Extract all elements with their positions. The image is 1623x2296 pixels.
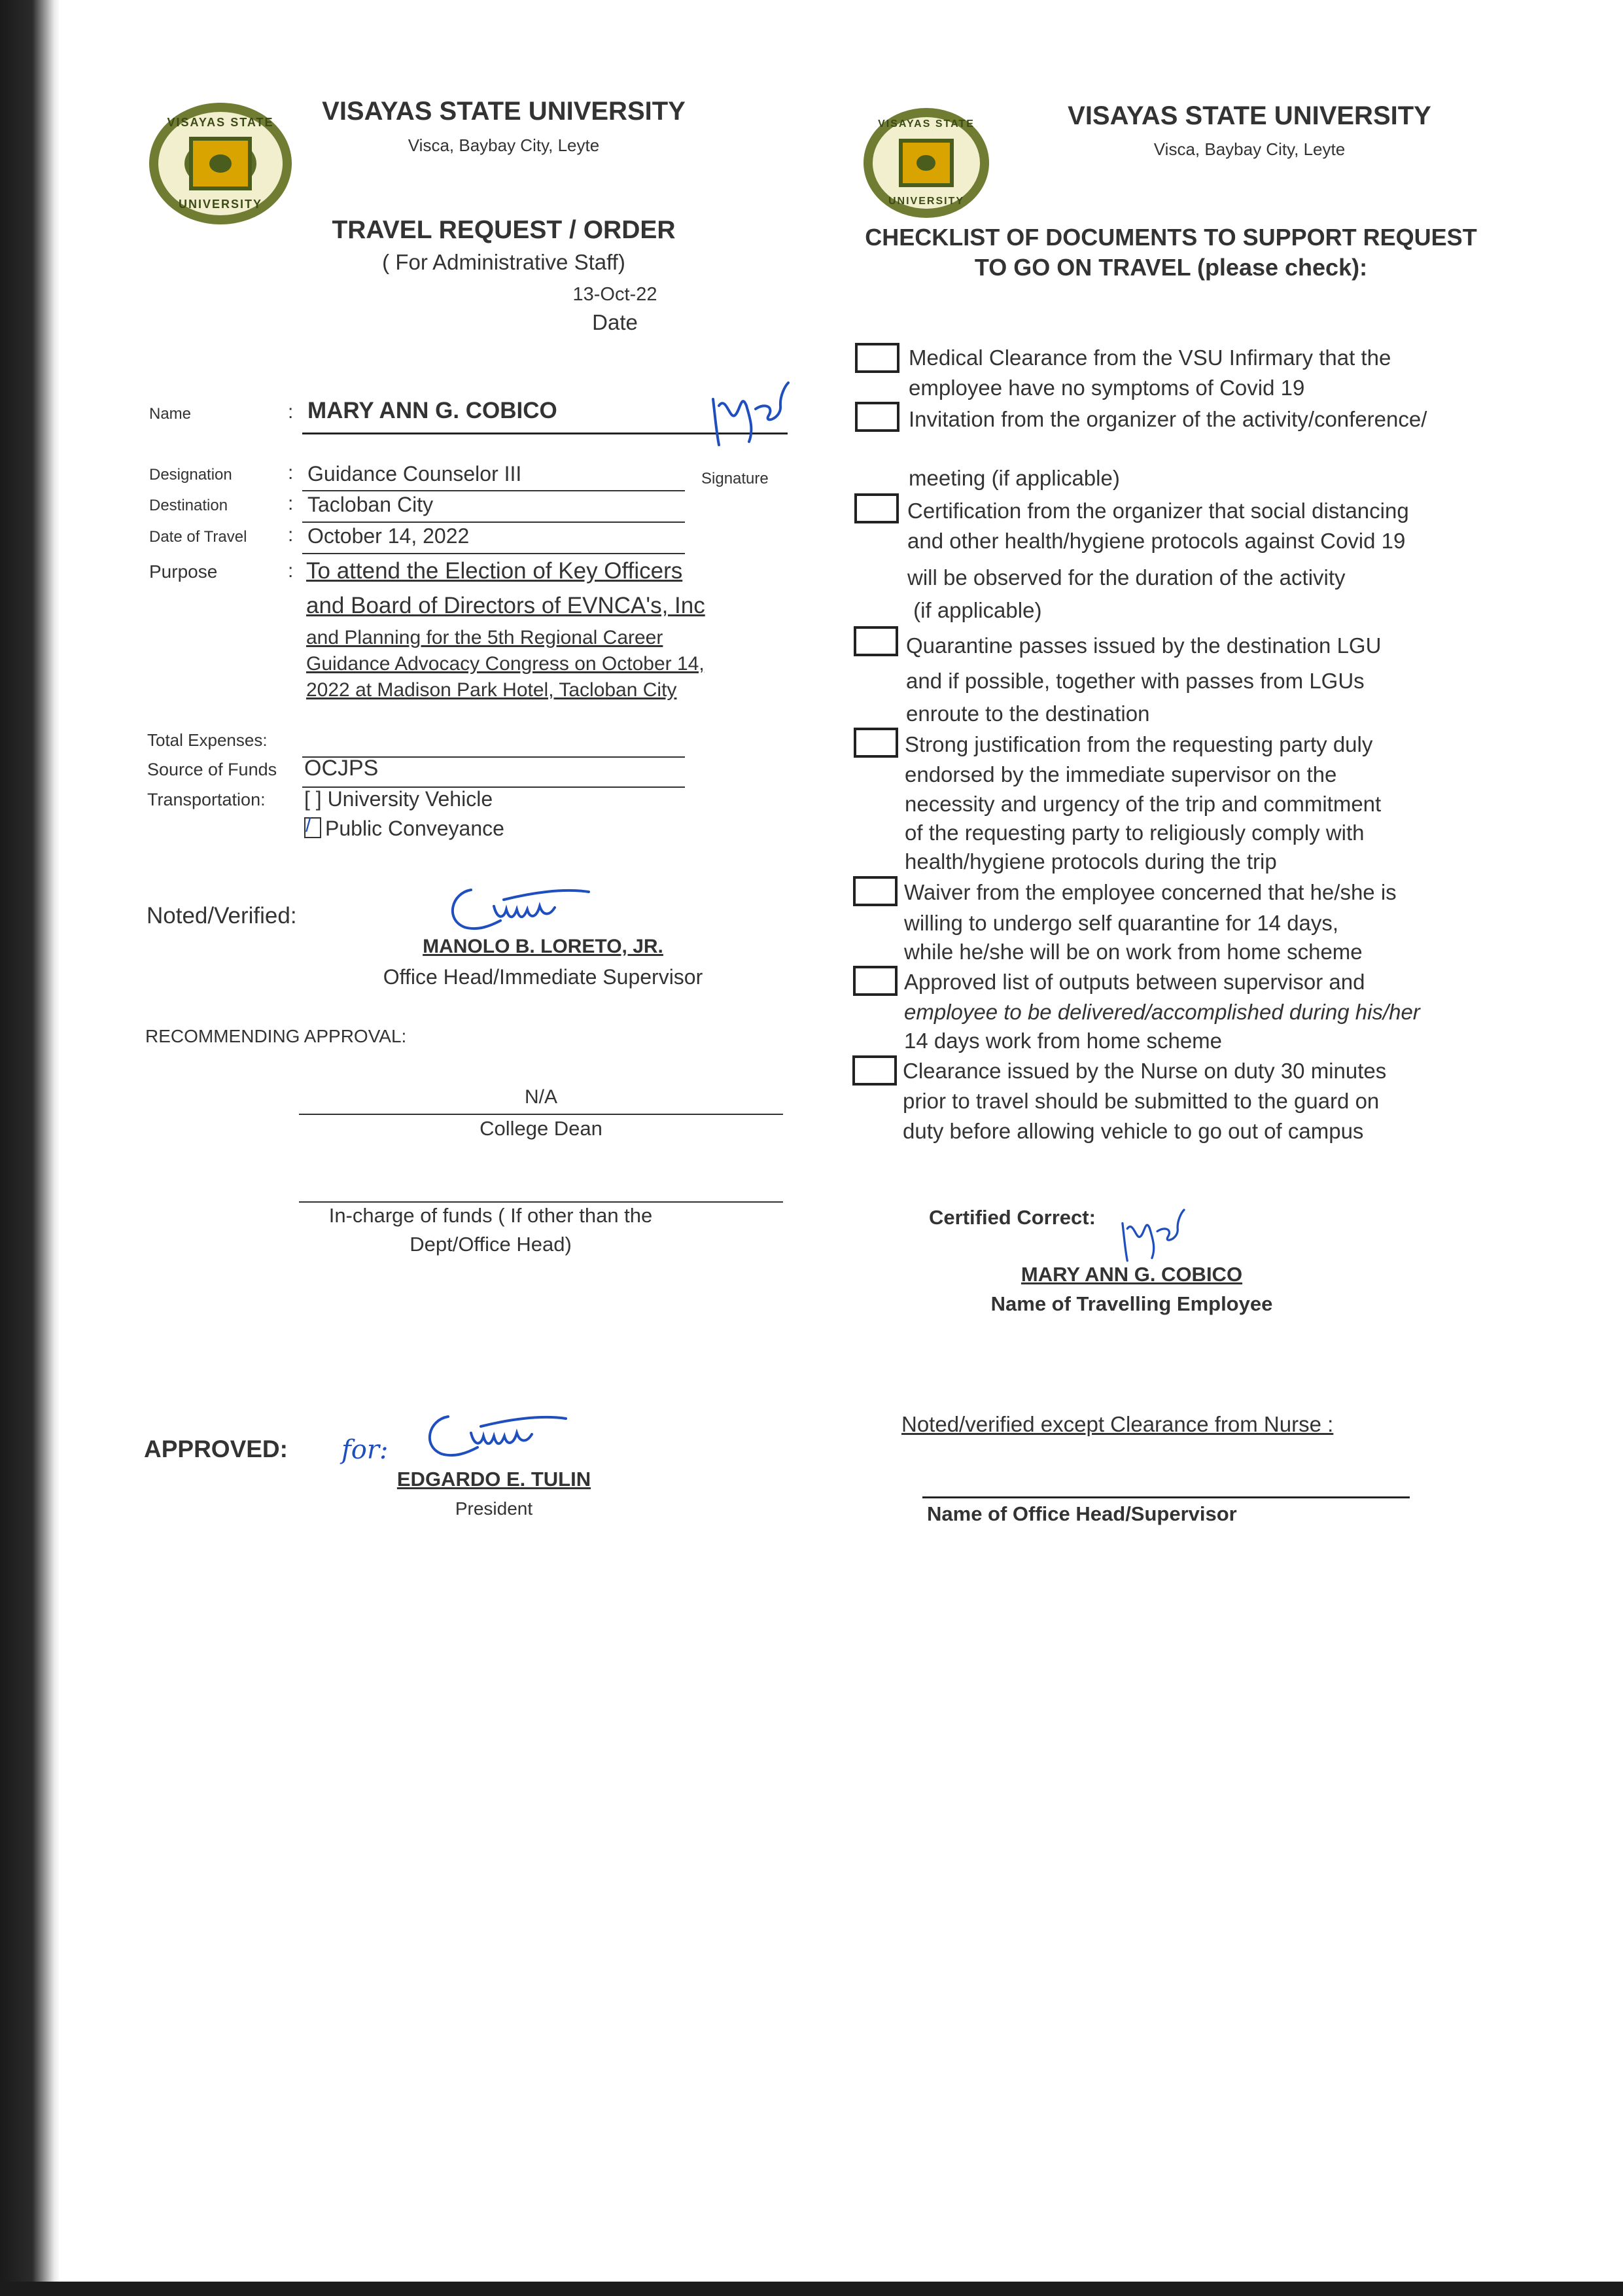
purpose-line: To attend the Election of Key Officers (306, 558, 683, 584)
supervisor-name: MANOLO B. LORETO, JR. (423, 936, 663, 957)
university-name-right: VISAYAS STATE UNIVERSITY (1068, 101, 1431, 130)
checklist-item-text: prior to travel should be submitted to the guard on (903, 1089, 1380, 1113)
university-seal-left (149, 103, 292, 224)
checklist-item-text: and if possible, together with passes from LGUs (906, 669, 1365, 693)
destination-value: Tacloban City (307, 493, 434, 516)
certified-correct-label: Certified Correct: (929, 1206, 1096, 1229)
transport-option-public-conveyance (304, 817, 504, 841)
checklist-item-text: duty before allowing vehicle to go out of campus (903, 1119, 1364, 1143)
funds-incharge-line1: In-charge of funds ( If other than the (328, 1204, 653, 1227)
checklist-item-text: while he/she will be on work from home scheme (904, 940, 1363, 964)
checklist-item-text: willing to undergo self quarantine for 14 days, (904, 911, 1339, 935)
colon: : (288, 401, 294, 423)
funds-incharge-line2: Dept/Office Head) (410, 1233, 572, 1256)
source-of-funds-value: OCJPS (304, 756, 379, 781)
signature-label: Signature (701, 470, 769, 487)
checklist-checkbox-quarantine-passes[interactable] (854, 626, 898, 656)
public-conveyance-label: Public Conveyance (325, 817, 504, 840)
transport-option-university-vehicle: [ ] University Vehicle (304, 787, 493, 811)
date-of-travel-underline (302, 553, 685, 554)
source-of-funds-label: Source of Funds (147, 760, 277, 779)
supervisor-title: Office Head/Immediate Supervisor (383, 965, 703, 989)
scan-bottom-edge (0, 2282, 1623, 2296)
noted-except-nurse-label: Noted/verified except Clearance from Nurse : (901, 1412, 1334, 1436)
checklist-item-text: employee have no symptoms of Covid 19 (909, 376, 1305, 400)
transportation-label: Transportation: (147, 790, 266, 809)
name-value: MARY ANN G. COBICO (307, 398, 557, 423)
destination-underline (302, 521, 685, 523)
total-expenses-label: Total Expenses: (147, 730, 268, 750)
checklist-checkbox-certification[interactable] (854, 493, 899, 523)
university-address-left: Visca, Baybay City, Leyte (408, 135, 600, 155)
dean-value: N/A (524, 1086, 557, 1108)
form-subtitle: ( For Administrative Staff) (382, 250, 625, 274)
checklist-item-text: Medical Clearance from the VSU Infirmary that the (909, 345, 1391, 370)
noted-verified-label: Noted/Verified: (147, 903, 297, 928)
checklist-item-text: meeting (if applicable) (909, 466, 1120, 490)
checklist-item-text: will be observed for the duration of the activity (907, 565, 1346, 590)
president-signature-icon (412, 1407, 576, 1466)
dean-title: College Dean (480, 1117, 602, 1140)
university-seal-right (864, 108, 989, 218)
recommending-approval-label: RECOMMENDING APPROVAL: (145, 1026, 407, 1046)
date-of-travel-value: October 14, 2022 (307, 524, 470, 548)
checklist-checkbox-waiver[interactable] (853, 876, 898, 906)
checklist-title-line1: CHECKLIST OF DOCUMENTS TO SUPPORT REQUEST (865, 224, 1477, 251)
checklist-checkbox-justification[interactable] (854, 728, 898, 758)
seal-bottom-text: UNIVERSITY (888, 196, 964, 207)
checklist-item-text: necessity and urgency of the trip and commitment (905, 792, 1382, 816)
president-name: EDGARDO E. TULIN (396, 1468, 591, 1491)
employee-signature-icon (1112, 1207, 1197, 1266)
president-title: President (455, 1498, 533, 1519)
destination-label: Destination (149, 497, 228, 514)
office-head-label: Name of Office Head/Supervisor (927, 1502, 1237, 1525)
checklist-item-text: health/hygiene protocols during the trip (905, 849, 1277, 874)
designation-value: Guidance Counselor III (307, 462, 522, 486)
office-head-underline (922, 1496, 1410, 1498)
checklist-checkbox-nurse-clearance[interactable] (852, 1055, 897, 1086)
purpose-line: and Planning for the 5th Regional Career (306, 627, 663, 648)
designation-underline (302, 490, 685, 491)
purpose-line: Guidance Advocacy Congress on October 14, (306, 653, 705, 675)
checklist-title-line2: TO GO ON TRAVEL (please check): (974, 254, 1368, 281)
for-annotation: for: (341, 1435, 389, 1465)
dean-underline (299, 1114, 783, 1115)
checklist-item-text: Clearance issued by the Nurse on duty 30 minutes (903, 1059, 1387, 1083)
date-value: 13-Oct-22 (572, 284, 657, 305)
checklist-item-text: enroute to the destination (906, 701, 1150, 726)
travelling-employee-title: Name of Travelling Employee (990, 1292, 1273, 1315)
checklist-item-text: 14 days work from home scheme (904, 1029, 1223, 1053)
seal-top-text: VISAYAS STATE (878, 118, 975, 130)
travelling-employee-name: MARY ANN G. COBICO (1021, 1263, 1243, 1286)
checklist-checkbox-outputs[interactable] (853, 966, 898, 996)
employee-signature-icon (703, 380, 801, 451)
checklist-item-text: (if applicable) (907, 598, 1042, 622)
colon: : (288, 560, 294, 582)
colon: : (288, 462, 294, 484)
designation-label: Designation (149, 466, 232, 484)
date-of-travel-label: Date of Travel (149, 528, 247, 546)
form-title: TRAVEL REQUEST / ORDER (332, 216, 676, 244)
checklist-item-text: Approved list of outputs between supervisor and (904, 970, 1365, 994)
funds-incharge-underline (299, 1201, 783, 1203)
checked-box-icon: / (304, 817, 321, 838)
checklist-item-text: of the requesting party to religiously comply with (905, 821, 1365, 845)
purpose-line: 2022 at Madison Park Hotel, Tacloban City (306, 679, 677, 701)
checklist-item-text: Quarantine passes issued by the destination LGU (906, 633, 1382, 658)
checklist-item-text: employee to be delivered/accomplished during his/her (904, 1000, 1420, 1024)
university-address-right: Visca, Baybay City, Leyte (1153, 139, 1346, 159)
colon: : (288, 493, 294, 514)
name-label: Name (149, 405, 192, 423)
approved-label: APPROVED: (144, 1436, 288, 1462)
checklist-item-text: endorsed by the immediate supervisor on the (905, 762, 1337, 786)
checklist-item-text: and other health/hygiene protocols against Covid 19 (907, 529, 1406, 553)
date-label: Date (592, 310, 638, 334)
checklist-checkbox-invitation[interactable] (855, 402, 899, 432)
purpose-line: and Board of Directors of EVNCA's, Inc (306, 593, 705, 618)
colon: : (288, 524, 294, 546)
checklist-checkbox-medical[interactable] (855, 343, 899, 373)
seal-top-text: VISAYAS STATE (167, 116, 274, 129)
checklist-item-text: Waiver from the employee concerned that he/she is (904, 880, 1397, 904)
university-name-left: VISAYAS STATE UNIVERSITY (322, 97, 686, 126)
scan-left-edge (0, 0, 59, 2296)
checklist-item-text: Certification from the organizer that social distancing (907, 499, 1409, 523)
checklist-item-text: Invitation from the organizer of the activity/conference/ (909, 407, 1427, 431)
checklist-item-text: Strong justification from the requesting party duly (905, 732, 1373, 756)
purpose-label: Purpose (149, 561, 218, 582)
supervisor-signature-icon (438, 880, 595, 939)
seal-bottom-text: UNIVERSITY (178, 198, 263, 211)
